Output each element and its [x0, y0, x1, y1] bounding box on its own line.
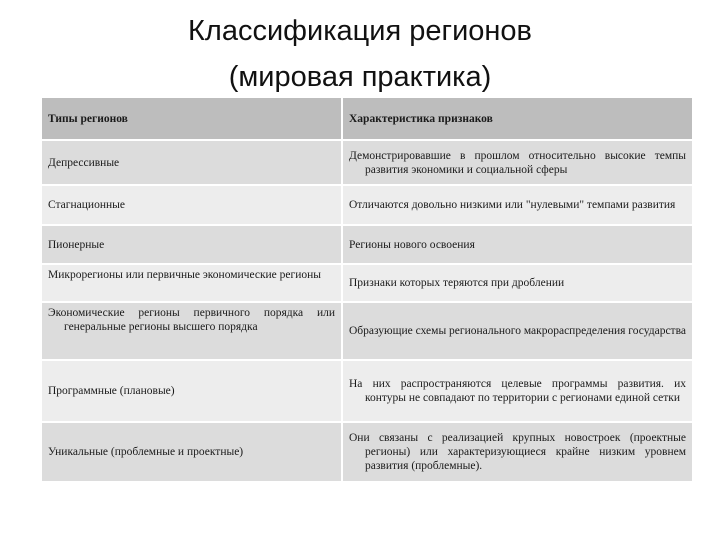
characteristic-cell: Регионы нового освоения	[349, 238, 475, 251]
title-line-1: Классификация регионов	[188, 15, 532, 47]
table-row	[42, 225, 692, 264]
characteristic-cell: На них распространяются целевые программы развития. их контуры не совпадают по территории с регионами единой сетки	[349, 378, 686, 404]
region-type-cell: Уникальные (проблемные и проектные)	[48, 446, 244, 458]
title-line-2: (мировая практика)	[228, 61, 492, 93]
classification-table	[42, 98, 692, 483]
characteristic-cell: Они связаны с реализацией крупных новостроек (проектные регионы) или характеризующиеся крайне низким уровнем развития (проблемные).	[349, 432, 686, 472]
header-region-types: Типы регионов	[42, 98, 342, 140]
region-type-cell: Программные (плановые)	[48, 385, 175, 397]
region-type-cell: Пионерные	[48, 238, 105, 251]
characteristic-cell: Признаки которых теряются при дроблении	[349, 277, 565, 289]
table-row	[42, 140, 692, 185]
characteristic-cell: Демонстрировавшие в прошлом относительно высокие темпы развития экономики и социальной сферы	[349, 149, 686, 176]
slide-title	[0, 8, 720, 100]
region-type-cell: Микрорегионы или первичные экономические регионы	[48, 269, 322, 281]
region-type-cell: Экономические регионы первичного порядка или генеральные регионы высшего порядка	[48, 307, 335, 333]
table-header-row	[42, 98, 692, 140]
table-row	[42, 422, 692, 482]
table-row	[42, 264, 692, 302]
table-row	[42, 302, 692, 360]
region-type-cell: Депрессивные	[48, 156, 120, 169]
table-row	[42, 360, 692, 422]
region-type-cell: Стагнационные	[48, 199, 125, 211]
characteristic-cell: Отличаются довольно низкими или "нулевыми" темпами развития	[349, 199, 676, 211]
table-row	[42, 185, 692, 225]
characteristic-cell: Образующие схемы регионального макрораспределения государства	[349, 325, 686, 337]
header-characteristics: Характеристика признаков	[342, 98, 692, 140]
